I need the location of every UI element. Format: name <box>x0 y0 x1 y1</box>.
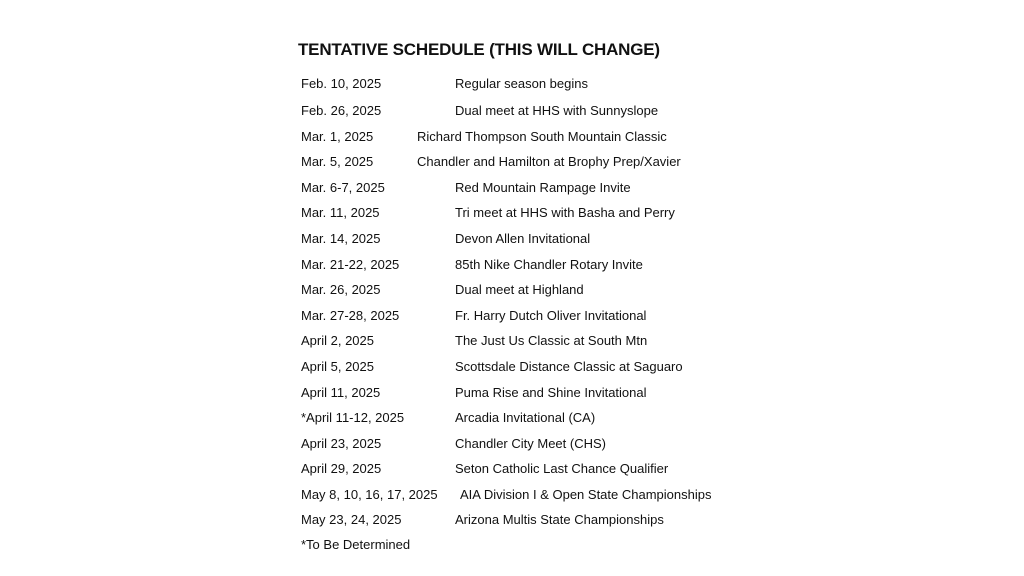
schedule-row <box>301 359 861 379</box>
schedule-row <box>301 410 861 430</box>
schedule-event: Tri meet at HHS with Basha and Perry <box>455 205 675 220</box>
schedule-row <box>301 257 861 277</box>
schedule-event: Scottsdale Distance Classic at Saguaro <box>455 359 683 374</box>
schedule-event: Chandler City Meet (CHS) <box>455 436 606 451</box>
schedule-row <box>301 205 861 225</box>
schedule-event: Dual meet at HHS with Sunnyslope <box>455 103 659 118</box>
schedule-event: Chandler and Hamilton at Brophy Prep/Xavier <box>417 154 681 169</box>
schedule-event: Dual meet at Highland <box>455 282 584 297</box>
schedule-row <box>301 180 861 200</box>
schedule-date: Mar. 1, 2025 <box>301 129 374 144</box>
schedule-event: 85th Nike Chandler Rotary Invite <box>455 257 643 272</box>
schedule-event: Seton Catholic Last Chance Qualifier <box>455 461 669 476</box>
schedule-date: Mar. 6-7, 2025 <box>301 180 385 195</box>
schedule-row <box>301 308 861 328</box>
schedule-row <box>301 487 861 507</box>
schedule-event: Fr. Harry Dutch Oliver Invitational <box>455 308 647 323</box>
schedule-row <box>301 231 861 251</box>
schedule-event: Arcadia Invitational (CA) <box>455 410 596 425</box>
schedule-row <box>301 461 861 481</box>
schedule-date: April 2, 2025 <box>301 333 374 348</box>
schedule-row <box>301 76 861 96</box>
schedule-row <box>301 154 861 174</box>
schedule-event: Red Mountain Rampage Invite <box>455 180 631 195</box>
schedule-event: Regular season begins <box>455 76 588 91</box>
schedule-event: Richard Thompson South Mountain Classic <box>417 129 667 144</box>
schedule-date: April 11, 2025 <box>301 385 381 400</box>
schedule-date: Mar. 27-28, 2025 <box>301 308 400 323</box>
schedule-row <box>301 103 861 123</box>
schedule-date: Feb. 26, 2025 <box>301 103 382 118</box>
schedule-date: April 29, 2025 <box>301 461 382 476</box>
schedule-event: Devon Allen Invitational <box>455 231 591 246</box>
schedule-event: AIA Division I & Open State Championships <box>460 487 712 502</box>
schedule-row <box>301 512 861 532</box>
schedule-row <box>301 385 861 405</box>
footnote: *To Be Determined <box>301 537 411 552</box>
page-title: TENTATIVE SCHEDULE (THIS WILL CHANGE) <box>298 40 660 59</box>
schedule-event: The Just Us Classic at South Mtn <box>455 333 648 348</box>
schedule-date: April 5, 2025 <box>301 359 374 374</box>
schedule-row <box>301 333 861 353</box>
schedule-date: Mar. 26, 2025 <box>301 282 381 297</box>
schedule-date: Mar. 11, 2025 <box>301 205 380 220</box>
schedule-event: Arizona Multis State Championships <box>455 512 664 527</box>
schedule-date: Mar. 5, 2025 <box>301 154 374 169</box>
schedule-event: Puma Rise and Shine Invitational <box>455 385 647 400</box>
schedule-row <box>301 282 861 302</box>
schedule-date: Mar. 21-22, 2025 <box>301 257 400 272</box>
schedule-date: Feb. 10, 2025 <box>301 76 382 91</box>
schedule-date: Mar. 14, 2025 <box>301 231 381 246</box>
schedule-date: May 23, 24, 2025 <box>301 512 402 527</box>
schedule-date: *April 11-12, 2025 <box>301 410 405 425</box>
schedule-date: May 8, 10, 16, 17, 2025 <box>301 487 438 502</box>
schedule-date: April 23, 2025 <box>301 436 382 451</box>
schedule-row <box>301 129 861 149</box>
schedule-row <box>301 436 861 456</box>
